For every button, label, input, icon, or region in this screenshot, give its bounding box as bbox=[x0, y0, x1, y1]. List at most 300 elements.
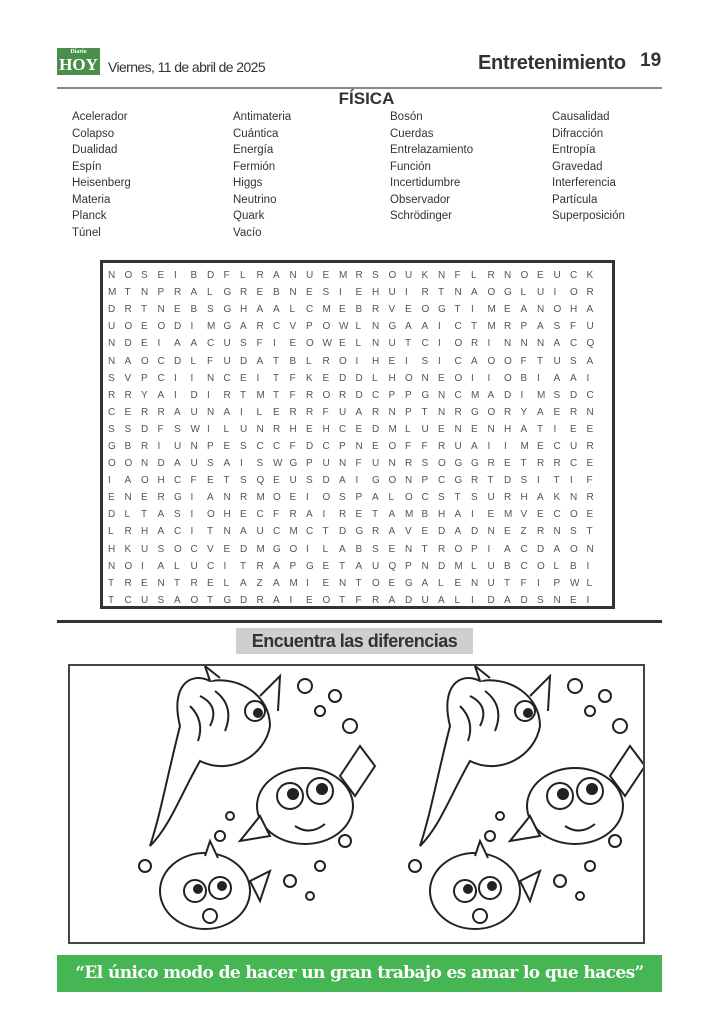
grid-letter[interactable]: H bbox=[223, 509, 231, 521]
grid-letter[interactable]: N bbox=[190, 440, 198, 452]
grid-letter[interactable]: V bbox=[520, 509, 528, 521]
grid-letter[interactable]: E bbox=[141, 492, 148, 504]
grid-letter[interactable]: U bbox=[339, 406, 347, 418]
grid-letter[interactable]: C bbox=[570, 338, 578, 350]
grid-letter[interactable]: G bbox=[306, 560, 314, 572]
grid-letter[interactable]: M bbox=[289, 577, 298, 589]
grid-letter[interactable]: M bbox=[405, 509, 414, 521]
grid-letter[interactable]: T bbox=[141, 304, 148, 316]
grid-letter[interactable]: E bbox=[372, 440, 379, 452]
grid-letter[interactable]: A bbox=[223, 458, 231, 470]
grid-letter[interactable]: N bbox=[553, 594, 561, 606]
grid-letter[interactable]: L bbox=[454, 594, 461, 606]
grid-letter[interactable]: L bbox=[322, 543, 329, 555]
grid-letter[interactable]: I bbox=[471, 594, 474, 606]
grid-letter[interactable]: T bbox=[355, 577, 362, 589]
grid-letter[interactable]: I bbox=[190, 321, 194, 333]
grid-letter[interactable]: E bbox=[306, 423, 313, 435]
grid-letter[interactable]: A bbox=[504, 594, 511, 606]
grid-letter[interactable]: I bbox=[190, 492, 194, 504]
grid-letter[interactable]: R bbox=[240, 492, 248, 504]
grid-letter[interactable]: G bbox=[421, 389, 430, 401]
grid-letter[interactable]: Y bbox=[141, 389, 148, 401]
grid-letter[interactable]: C bbox=[174, 475, 182, 487]
grid-letter[interactable]: M bbox=[322, 304, 331, 316]
grid-letter[interactable]: I bbox=[273, 338, 276, 350]
grid-letter[interactable]: S bbox=[141, 270, 148, 282]
grid-letter[interactable]: R bbox=[471, 338, 479, 350]
grid-letter[interactable]: A bbox=[207, 492, 214, 504]
grid-letter[interactable]: R bbox=[306, 389, 314, 401]
grid-letter[interactable]: N bbox=[157, 577, 165, 589]
grid-letter[interactable]: C bbox=[207, 338, 215, 350]
grid-letter[interactable]: C bbox=[553, 440, 561, 452]
grid-letter[interactable]: G bbox=[223, 594, 232, 606]
grid-letter[interactable]: N bbox=[141, 287, 149, 299]
grid-letter[interactable]: T bbox=[339, 594, 346, 606]
grid-letter[interactable]: E bbox=[273, 406, 280, 418]
grid-letter[interactable]: C bbox=[223, 372, 231, 384]
grid-letter[interactable]: I bbox=[438, 355, 441, 367]
grid-letter[interactable]: C bbox=[586, 389, 594, 401]
grid-letter[interactable]: E bbox=[256, 287, 264, 299]
grid-letter[interactable]: A bbox=[355, 560, 363, 572]
grid-letter[interactable]: O bbox=[124, 270, 133, 282]
grid-letter[interactable]: I bbox=[322, 509, 326, 521]
grid-letter[interactable]: O bbox=[124, 321, 133, 333]
grid-letter[interactable]: P bbox=[471, 543, 478, 555]
grid-letter[interactable]: R bbox=[124, 577, 132, 589]
grid-letter[interactable]: R bbox=[570, 406, 578, 418]
grid-letter[interactable]: Y bbox=[520, 406, 528, 418]
grid-letter[interactable]: R bbox=[454, 406, 462, 418]
grid-letter[interactable]: O bbox=[438, 458, 446, 470]
grid-letter[interactable]: A bbox=[388, 526, 396, 538]
grid-letter[interactable]: N bbox=[471, 577, 479, 589]
grid-letter[interactable]: A bbox=[157, 526, 165, 538]
grid-letter[interactable]: P bbox=[207, 440, 214, 452]
grid-letter[interactable]: U bbox=[487, 492, 495, 504]
grid-letter[interactable]: N bbox=[586, 543, 594, 555]
grid-letter[interactable]: H bbox=[372, 355, 380, 367]
grid-letter[interactable]: A bbox=[174, 458, 181, 470]
grid-letter[interactable]: A bbox=[157, 560, 165, 572]
grid-letter[interactable]: T bbox=[273, 389, 280, 401]
grid-letter[interactable]: C bbox=[256, 509, 264, 521]
grid-letter[interactable]: R bbox=[487, 270, 495, 282]
grid-letter[interactable]: C bbox=[306, 526, 314, 538]
grid-letter[interactable]: T bbox=[421, 543, 428, 555]
grid-letter[interactable]: R bbox=[124, 526, 132, 538]
grid-letter[interactable]: C bbox=[273, 321, 281, 333]
grid-letter[interactable]: T bbox=[240, 389, 247, 401]
grid-letter[interactable]: O bbox=[421, 304, 430, 316]
grid-letter[interactable]: R bbox=[240, 287, 248, 299]
grid-letter[interactable]: O bbox=[322, 594, 331, 606]
grid-letter[interactable]: A bbox=[124, 475, 132, 487]
grid-letter[interactable]: E bbox=[207, 577, 214, 589]
grid-letter[interactable]: A bbox=[306, 509, 313, 521]
grid-letter[interactable]: I bbox=[504, 440, 507, 452]
grid-letter[interactable]: E bbox=[322, 560, 330, 572]
grid-letter[interactable]: S bbox=[207, 304, 214, 316]
grid-letter[interactable]: R bbox=[157, 406, 165, 418]
grid-letter[interactable]: N bbox=[355, 440, 363, 452]
grid-letter[interactable]: C bbox=[256, 440, 264, 452]
grid-letter[interactable]: A bbox=[454, 509, 462, 521]
grid-letter[interactable]: E bbox=[322, 270, 330, 282]
grid-letter[interactable]: E bbox=[586, 458, 594, 470]
grid-letter[interactable]: M bbox=[487, 304, 496, 316]
grid-letter[interactable]: L bbox=[190, 355, 197, 367]
grid-letter[interactable]: O bbox=[454, 543, 463, 555]
grid-letter[interactable]: I bbox=[190, 372, 194, 384]
grid-letter[interactable]: M bbox=[256, 389, 265, 401]
grid-letter[interactable]: P bbox=[421, 475, 429, 487]
grid-letter[interactable]: G bbox=[174, 492, 182, 504]
grid-letter[interactable]: F bbox=[421, 440, 428, 452]
grid-letter[interactable]: U bbox=[405, 270, 413, 282]
grid-letter[interactable]: I bbox=[355, 475, 359, 487]
grid-letter[interactable]: A bbox=[190, 287, 198, 299]
grid-letter[interactable]: S bbox=[322, 287, 330, 299]
grid-letter[interactable]: T bbox=[141, 509, 148, 521]
grid-letter[interactable]: D bbox=[141, 423, 149, 435]
grid-letter[interactable]: R bbox=[141, 406, 149, 418]
grid-letter[interactable]: R bbox=[157, 492, 165, 504]
grid-letter[interactable]: N bbox=[504, 338, 512, 350]
grid-letter[interactable]: N bbox=[372, 338, 380, 350]
grid-letter[interactable]: N bbox=[388, 406, 396, 418]
grid-letter[interactable]: T bbox=[421, 406, 428, 418]
grid-letter[interactable]: R bbox=[141, 440, 149, 452]
grid-letter[interactable]: A bbox=[405, 321, 412, 333]
grid-letter[interactable]: L bbox=[289, 304, 296, 316]
grid-letter[interactable]: C bbox=[570, 270, 578, 282]
grid-letter[interactable]: G bbox=[289, 458, 298, 470]
grid-letter[interactable]: H bbox=[438, 509, 446, 521]
grid-letter[interactable]: R bbox=[586, 440, 594, 452]
grid-letter[interactable]: V bbox=[124, 372, 132, 384]
grid-letter[interactable]: T bbox=[339, 560, 346, 572]
grid-letter[interactable]: O bbox=[553, 304, 562, 316]
grid-letter[interactable]: N bbox=[454, 423, 462, 435]
grid-letter[interactable]: A bbox=[355, 406, 363, 418]
grid-letter[interactable]: G bbox=[223, 287, 232, 299]
grid-letter[interactable]: Z bbox=[256, 577, 263, 589]
grid-letter[interactable]: S bbox=[306, 475, 313, 487]
grid-letter[interactable]: O bbox=[487, 355, 496, 367]
grid-letter[interactable]: E bbox=[108, 492, 115, 504]
grid-letter[interactable]: N bbox=[289, 287, 297, 299]
grid-letter[interactable]: L bbox=[372, 372, 378, 384]
grid-letter[interactable]: A bbox=[388, 509, 396, 521]
grid-letter[interactable]: U bbox=[190, 560, 198, 572]
grid-letter[interactable]: O bbox=[405, 372, 413, 384]
grid-letter[interactable]: S bbox=[520, 475, 528, 487]
grid-letter[interactable]: U bbox=[223, 355, 231, 367]
grid-letter[interactable]: A bbox=[190, 338, 198, 350]
grid-letter[interactable]: C bbox=[520, 560, 528, 572]
grid-letter[interactable]: L bbox=[124, 509, 131, 521]
grid-letter[interactable]: H bbox=[322, 423, 330, 435]
grid-letter[interactable]: N bbox=[207, 406, 215, 418]
grid-letter[interactable]: O bbox=[108, 458, 116, 470]
grid-letter[interactable]: D bbox=[339, 526, 347, 538]
grid-letter[interactable]: P bbox=[388, 389, 396, 401]
grid-letter[interactable]: I bbox=[520, 389, 524, 401]
grid-letter[interactable]: I bbox=[306, 577, 309, 589]
grid-letter[interactable]: U bbox=[141, 543, 149, 555]
grid-letter[interactable]: F bbox=[520, 577, 527, 589]
grid-letter[interactable]: T bbox=[273, 372, 280, 384]
grid-letter[interactable]: E bbox=[438, 372, 445, 384]
grid-letter[interactable]: C bbox=[322, 440, 330, 452]
grid-letter[interactable]: R bbox=[586, 492, 594, 504]
grid-letter[interactable]: A bbox=[240, 577, 247, 589]
grid-letter[interactable]: S bbox=[570, 355, 577, 367]
grid-letter[interactable]: E bbox=[207, 475, 214, 487]
grid-letter[interactable]: R bbox=[273, 423, 281, 435]
grid-letter[interactable]: I bbox=[553, 423, 557, 435]
grid-letter[interactable]: L bbox=[223, 423, 230, 435]
grid-letter[interactable]: M bbox=[256, 543, 265, 555]
grid-letter[interactable]: B bbox=[124, 440, 132, 452]
grid-letter[interactable]: L bbox=[355, 321, 362, 333]
grid-letter[interactable]: T bbox=[454, 304, 461, 316]
grid-letter[interactable]: S bbox=[339, 492, 346, 504]
grid-letter[interactable]: A bbox=[157, 389, 165, 401]
grid-letter[interactable]: A bbox=[339, 475, 346, 487]
grid-letter[interactable]: N bbox=[339, 458, 347, 470]
grid-letter[interactable]: N bbox=[289, 270, 297, 282]
grid-letter[interactable]: R bbox=[372, 526, 380, 538]
grid-letter[interactable]: B bbox=[504, 560, 511, 572]
grid-letter[interactable]: A bbox=[520, 423, 528, 435]
grid-letter[interactable]: E bbox=[471, 423, 478, 435]
grid-letter[interactable]: O bbox=[520, 270, 529, 282]
grid-letter[interactable]: U bbox=[537, 287, 545, 299]
grid-letter[interactable]: N bbox=[256, 423, 264, 435]
grid-letter[interactable]: F bbox=[157, 423, 164, 435]
grid-letter[interactable]: V bbox=[405, 526, 412, 538]
grid-letter[interactable]: N bbox=[108, 560, 116, 572]
grid-letter[interactable]: G bbox=[454, 458, 463, 470]
grid-letter[interactable]: N bbox=[141, 458, 149, 470]
grid-letter[interactable]: N bbox=[520, 338, 528, 350]
grid-letter[interactable]: A bbox=[388, 594, 396, 606]
grid-letter[interactable]: E bbox=[487, 509, 495, 521]
grid-letter[interactable]: E bbox=[141, 577, 148, 589]
grid-letter[interactable]: D bbox=[322, 475, 330, 487]
grid-letter[interactable]: A bbox=[520, 304, 528, 316]
grid-letter[interactable]: A bbox=[537, 321, 544, 333]
grid-letter[interactable]: F bbox=[256, 338, 263, 350]
grid-letter[interactable]: N bbox=[124, 492, 132, 504]
grid-letter[interactable]: F bbox=[273, 509, 280, 521]
grid-letter[interactable]: B bbox=[520, 372, 528, 384]
grid-letter[interactable]: U bbox=[388, 287, 396, 299]
grid-letter[interactable]: F bbox=[190, 475, 197, 487]
grid-letter[interactable]: U bbox=[570, 440, 578, 452]
grid-letter[interactable]: C bbox=[454, 321, 462, 333]
grid-letter[interactable]: G bbox=[223, 304, 232, 316]
grid-letter[interactable]: D bbox=[108, 509, 116, 521]
grid-letter[interactable]: F bbox=[223, 270, 230, 282]
grid-letter[interactable]: I bbox=[223, 560, 227, 572]
grid-letter[interactable]: A bbox=[174, 594, 181, 606]
grid-letter[interactable]: N bbox=[223, 526, 231, 538]
grid-letter[interactable]: K bbox=[586, 270, 594, 282]
grid-letter[interactable]: P bbox=[339, 440, 346, 452]
grid-letter[interactable]: I bbox=[537, 577, 540, 589]
grid-letter[interactable]: S bbox=[174, 423, 181, 435]
grid-letter[interactable]: V bbox=[289, 321, 297, 333]
grid-letter[interactable]: R bbox=[553, 458, 561, 470]
grid-letter[interactable]: D bbox=[487, 594, 495, 606]
grid-letter[interactable]: S bbox=[553, 389, 561, 401]
grid-letter[interactable]: N bbox=[504, 270, 512, 282]
grid-letter[interactable]: R bbox=[339, 509, 347, 521]
grid-letter[interactable]: A bbox=[157, 509, 165, 521]
grid-letter[interactable]: E bbox=[388, 543, 396, 555]
grid-letter[interactable]: U bbox=[190, 458, 198, 470]
grid-letter[interactable]: A bbox=[256, 355, 264, 367]
grid-letter[interactable]: P bbox=[405, 389, 412, 401]
grid-letter[interactable]: U bbox=[487, 577, 495, 589]
grid-letter[interactable]: I bbox=[306, 492, 309, 504]
grid-letter[interactable]: R bbox=[289, 509, 297, 521]
grid-letter[interactable]: I bbox=[207, 423, 210, 435]
grid-letter[interactable]: D bbox=[190, 389, 198, 401]
grid-letter[interactable]: K bbox=[421, 270, 429, 282]
grid-letter[interactable]: E bbox=[240, 509, 247, 521]
grid-letter[interactable]: E bbox=[553, 406, 561, 418]
grid-letter[interactable]: E bbox=[586, 423, 594, 435]
grid-letter[interactable]: O bbox=[190, 594, 199, 606]
grid-letter[interactable]: U bbox=[553, 270, 561, 282]
grid-letter[interactable]: A bbox=[570, 372, 577, 384]
grid-letter[interactable]: N bbox=[405, 475, 413, 487]
grid-letter[interactable]: K bbox=[553, 492, 561, 504]
grid-letter[interactable]: E bbox=[454, 577, 462, 589]
grid-letter[interactable]: O bbox=[388, 270, 397, 282]
grid-letter[interactable]: C bbox=[553, 509, 561, 521]
grid-letter[interactable]: S bbox=[372, 270, 379, 282]
grid-letter[interactable]: F bbox=[289, 389, 296, 401]
grid-letter[interactable]: S bbox=[438, 492, 445, 504]
grid-letter[interactable]: O bbox=[322, 492, 331, 504]
grid-letter[interactable]: R bbox=[438, 440, 446, 452]
grid-letter[interactable]: O bbox=[289, 543, 298, 555]
grid-letter[interactable]: C bbox=[438, 475, 446, 487]
grid-letter[interactable]: A bbox=[537, 492, 544, 504]
grid-letter[interactable]: I bbox=[339, 287, 342, 299]
grid-letter[interactable]: D bbox=[108, 304, 116, 316]
grid-letter[interactable]: G bbox=[471, 406, 479, 418]
grid-letter[interactable]: W bbox=[570, 577, 580, 589]
grid-letter[interactable]: C bbox=[108, 406, 116, 418]
grid-letter[interactable]: E bbox=[339, 304, 346, 316]
grid-letter[interactable]: L bbox=[306, 355, 312, 367]
grid-letter[interactable]: T bbox=[520, 458, 527, 470]
grid-letter[interactable]: N bbox=[223, 492, 231, 504]
grid-letter[interactable]: R bbox=[504, 406, 512, 418]
grid-letter[interactable]: D bbox=[240, 355, 248, 367]
grid-letter[interactable]: M bbox=[339, 270, 348, 282]
grid-letter[interactable]: V bbox=[388, 304, 396, 316]
grid-letter[interactable]: F bbox=[586, 475, 593, 487]
grid-letter[interactable]: H bbox=[504, 423, 512, 435]
grid-letter[interactable]: I bbox=[438, 338, 441, 350]
grid-letter[interactable]: O bbox=[322, 321, 331, 333]
grid-letter[interactable]: I bbox=[174, 372, 177, 384]
grid-letter[interactable]: T bbox=[124, 287, 131, 299]
grid-letter[interactable]: R bbox=[586, 287, 594, 299]
grid-letter[interactable]: A bbox=[273, 577, 280, 589]
grid-letter[interactable]: I bbox=[240, 406, 243, 418]
grid-letter[interactable]: T bbox=[207, 594, 214, 606]
grid-letter[interactable]: M bbox=[207, 321, 216, 333]
grid-letter[interactable]: R bbox=[124, 304, 132, 316]
grid-letter[interactable]: C bbox=[157, 355, 165, 367]
grid-letter[interactable]: S bbox=[570, 526, 577, 538]
grid-letter[interactable]: I bbox=[487, 372, 491, 384]
grid-letter[interactable]: O bbox=[124, 560, 133, 572]
grid-letter[interactable]: I bbox=[289, 594, 293, 606]
grid-letter[interactable]: D bbox=[355, 389, 363, 401]
grid-letter[interactable]: R bbox=[174, 287, 182, 299]
grid-letter[interactable]: T bbox=[471, 321, 478, 333]
grid-letter[interactable]: D bbox=[537, 543, 545, 555]
grid-letter[interactable]: Q bbox=[586, 338, 595, 350]
grid-letter[interactable]: C bbox=[124, 594, 132, 606]
grid-letter[interactable]: C bbox=[421, 492, 429, 504]
grid-letter[interactable]: F bbox=[520, 355, 527, 367]
grid-letter[interactable]: R bbox=[537, 526, 545, 538]
grid-letter[interactable]: C bbox=[190, 543, 198, 555]
grid-letter[interactable]: T bbox=[487, 475, 494, 487]
grid-letter[interactable]: L bbox=[240, 270, 246, 282]
grid-letter[interactable]: G bbox=[355, 526, 364, 538]
grid-letter[interactable]: T bbox=[174, 577, 181, 589]
grid-letter[interactable]: U bbox=[108, 321, 116, 333]
grid-letter[interactable]: P bbox=[355, 492, 363, 504]
grid-letter[interactable]: M bbox=[537, 389, 546, 401]
grid-letter[interactable]: E bbox=[388, 355, 396, 367]
grid-letter[interactable]: N bbox=[108, 338, 116, 350]
grid-letter[interactable]: R bbox=[405, 458, 413, 470]
grid-letter[interactable]: T bbox=[273, 355, 280, 367]
grid-letter[interactable]: O bbox=[141, 355, 149, 367]
grid-letter[interactable]: H bbox=[388, 372, 396, 384]
grid-letter[interactable]: I bbox=[537, 475, 540, 487]
grid-letter[interactable]: M bbox=[388, 423, 397, 435]
grid-letter[interactable]: A bbox=[256, 304, 264, 316]
grid-letter[interactable]: G bbox=[273, 543, 281, 555]
grid-letter[interactable]: O bbox=[372, 577, 380, 589]
grid-letter[interactable]: O bbox=[157, 321, 166, 333]
grid-letter[interactable]: C bbox=[207, 560, 215, 572]
grid-letter[interactable]: C bbox=[372, 389, 380, 401]
grid-letter[interactable]: N bbox=[372, 321, 380, 333]
grid-letter[interactable]: E bbox=[405, 304, 412, 316]
grid-letter[interactable]: W bbox=[190, 423, 200, 435]
grid-letter[interactable]: E bbox=[141, 338, 148, 350]
grid-letter[interactable]: O bbox=[141, 475, 149, 487]
grid-letter[interactable]: N bbox=[207, 372, 215, 384]
grid-letter[interactable]: G bbox=[388, 321, 397, 333]
